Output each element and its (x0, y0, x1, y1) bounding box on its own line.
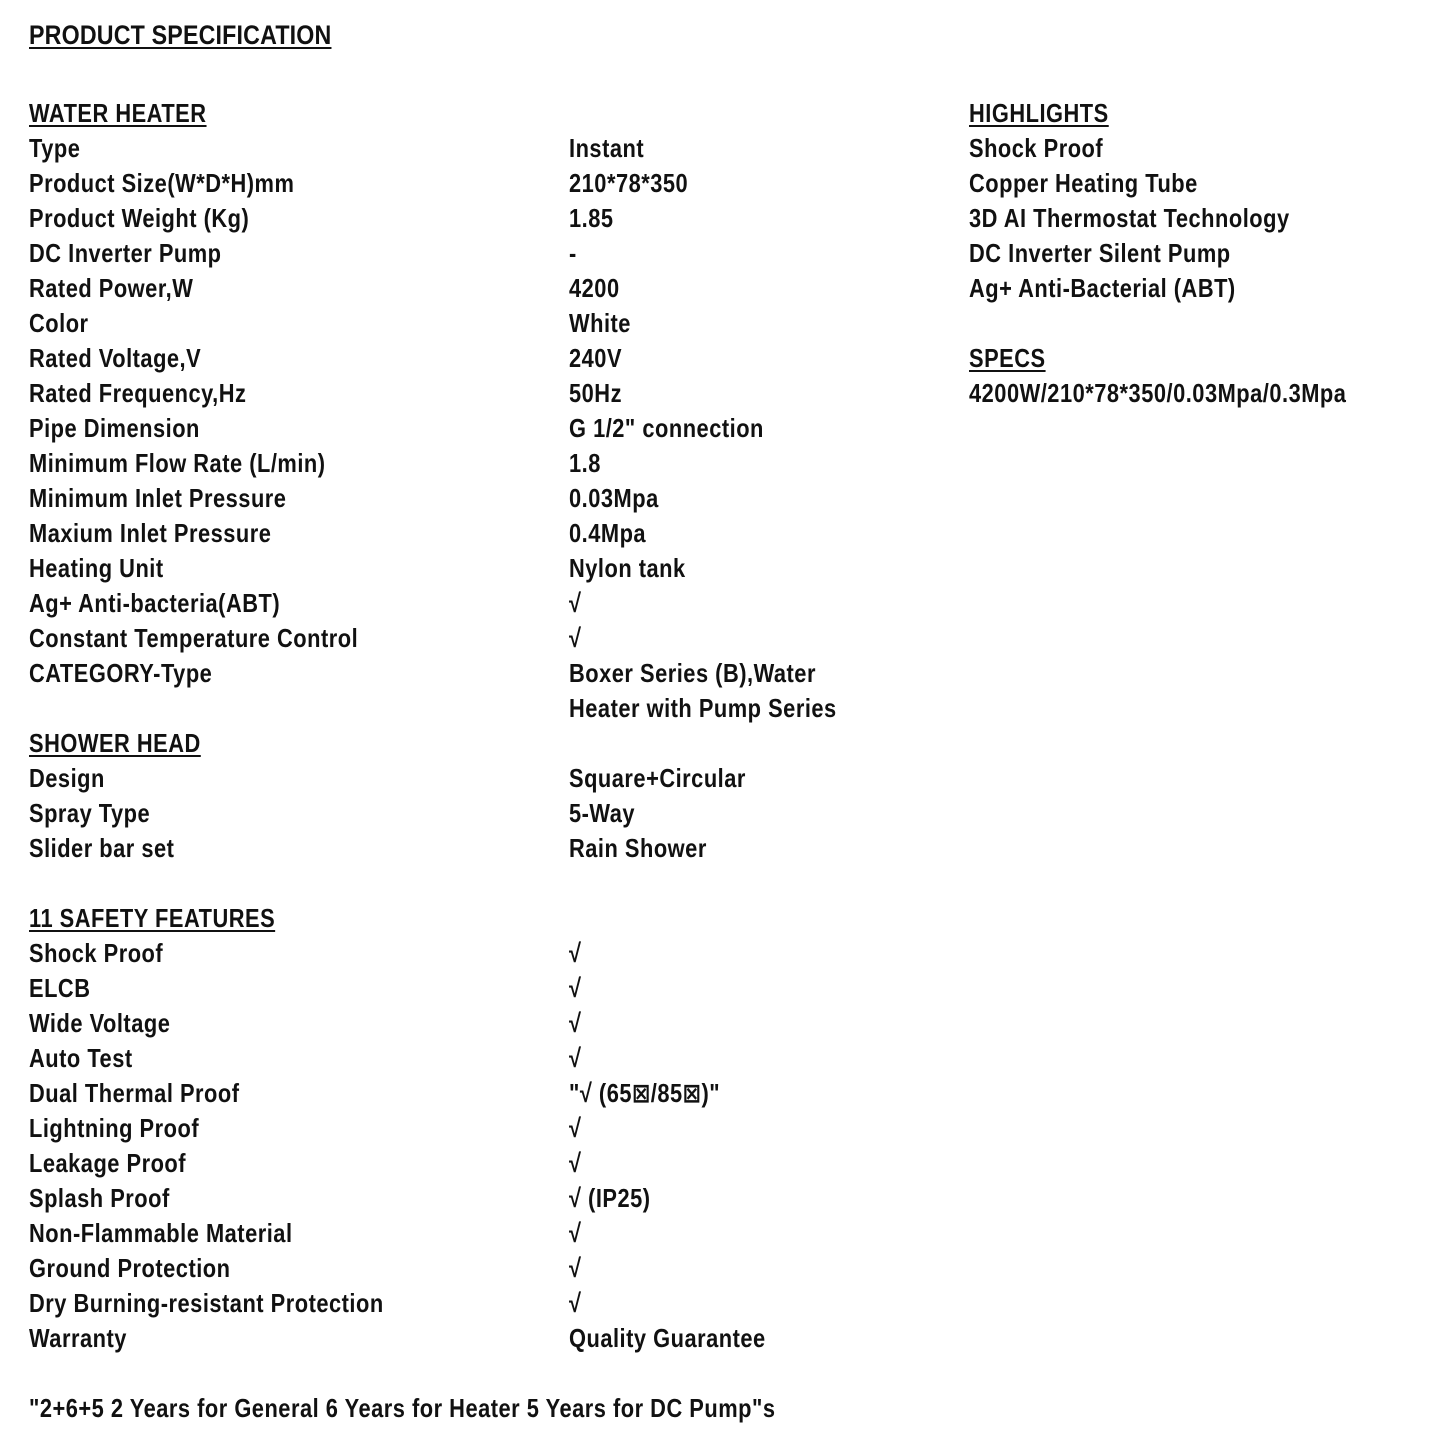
spec-value: √ (569, 1043, 582, 1073)
spec-value: 0.03Mpa (569, 483, 659, 513)
specs-summary: 4200W/210*78*350/0.03Mpa/0.3Mpa (969, 378, 1347, 408)
spec-label: Maxium Inlet Pressure (29, 518, 272, 548)
spec-label: Lightning Proof (29, 1113, 200, 1143)
spec-label: Heating Unit (29, 553, 164, 583)
spec-value: √ (569, 1148, 582, 1178)
section-heading-specs: SPECS (969, 343, 1046, 373)
spec-label: Product Weight (Kg) (29, 203, 250, 233)
spec-label: DC Inverter Pump (29, 238, 222, 268)
spec-value: Quality Guarantee (569, 1323, 766, 1353)
section-heading-shower-head: SHOWER HEAD (29, 728, 201, 758)
spec-value: √ (IP25) (569, 1183, 651, 1213)
spec-label: Auto Test (29, 1043, 133, 1073)
spec-value: 240V (569, 343, 623, 373)
spec-value: 210*78*350 (569, 168, 689, 198)
spec-label: Warranty (29, 1323, 127, 1353)
spec-label: Type (29, 133, 81, 163)
spec-label: Splash Proof (29, 1183, 170, 1213)
spec-label: Spray Type (29, 798, 151, 828)
spec-label: Minimum Inlet Pressure (29, 483, 287, 513)
spec-value: 1.8 (569, 448, 601, 478)
spec-label: Rated Voltage,V (29, 343, 202, 373)
spec-value: 5-Way (569, 798, 636, 828)
spec-value: √ (569, 1008, 582, 1038)
spec-value: √ (569, 623, 582, 653)
spec-value-continued: Heater with Pump Series (569, 693, 837, 723)
section-heading-water-heater: WATER HEATER (29, 98, 207, 128)
warranty-note: "2+6+5 2 Years for General 6 Years for Heater 5 Years for DC Pump"s (29, 1393, 776, 1423)
spec-label: Leakage Proof (29, 1148, 187, 1178)
spec-label: Wide Voltage (29, 1008, 171, 1038)
spec-value: Nylon tank (569, 553, 686, 583)
spec-value: "√ (65⊠/85⊠)" (569, 1078, 721, 1108)
section-heading-safety-features: 11 SAFETY FEATURES (29, 903, 276, 933)
spec-value: 50Hz (569, 378, 623, 408)
spec-value: 4200 (569, 273, 620, 303)
spec-value: √ (569, 1288, 582, 1318)
spec-label: Constant Temperature Control (29, 623, 359, 653)
spec-label: Slider bar set (29, 833, 175, 863)
spec-label: Product Size(W*D*H)mm (29, 168, 295, 198)
page-title: PRODUCT SPECIFICATION (29, 20, 332, 50)
highlight-item: DC Inverter Silent Pump (969, 238, 1231, 268)
spec-value: Boxer Series (B),Water (569, 658, 816, 688)
spec-label: CATEGORY-Type (29, 658, 213, 688)
spec-value: √ (569, 938, 582, 968)
spec-label: Ag+ Anti-bacteria(ABT) (29, 588, 281, 618)
spec-label: Non-Flammable Material (29, 1218, 293, 1248)
spec-value: White (569, 308, 631, 338)
highlight-item: Copper Heating Tube (969, 168, 1198, 198)
highlight-item: 3D AI Thermostat Technology (969, 203, 1290, 233)
spec-label: Dry Burning-resistant Protection (29, 1288, 384, 1318)
spec-value: √ (569, 1253, 582, 1283)
spec-value: Square+Circular (569, 763, 746, 793)
spec-label: Dual Thermal Proof (29, 1078, 240, 1108)
spec-value: √ (569, 973, 582, 1003)
section-heading-highlights: HIGHLIGHTS (969, 98, 1109, 128)
spec-label: Shock Proof (29, 938, 164, 968)
spec-value: G 1/2" connection (569, 413, 764, 443)
spec-value: - (569, 238, 577, 268)
spec-label: ELCB (29, 973, 91, 1003)
spec-value: 1.85 (569, 203, 614, 233)
spec-label: Rated Frequency,Hz (29, 378, 247, 408)
spec-label: Color (29, 308, 89, 338)
spec-label: Design (29, 763, 105, 793)
spec-value: Instant (569, 133, 645, 163)
spec-value: √ (569, 1113, 582, 1143)
spec-label: Ground Protection (29, 1253, 231, 1283)
spec-value: √ (569, 588, 582, 618)
spec-label: Rated Power,W (29, 273, 194, 303)
spec-value: 0.4Mpa (569, 518, 647, 548)
spec-value: Rain Shower (569, 833, 707, 863)
spec-label: Pipe Dimension (29, 413, 200, 443)
spec-value: √ (569, 1218, 582, 1248)
spec-label: Minimum Flow Rate (L/min) (29, 448, 326, 478)
highlight-item: Shock Proof (969, 133, 1104, 163)
highlight-item: Ag+ Anti-Bacterial (ABT) (969, 273, 1236, 303)
